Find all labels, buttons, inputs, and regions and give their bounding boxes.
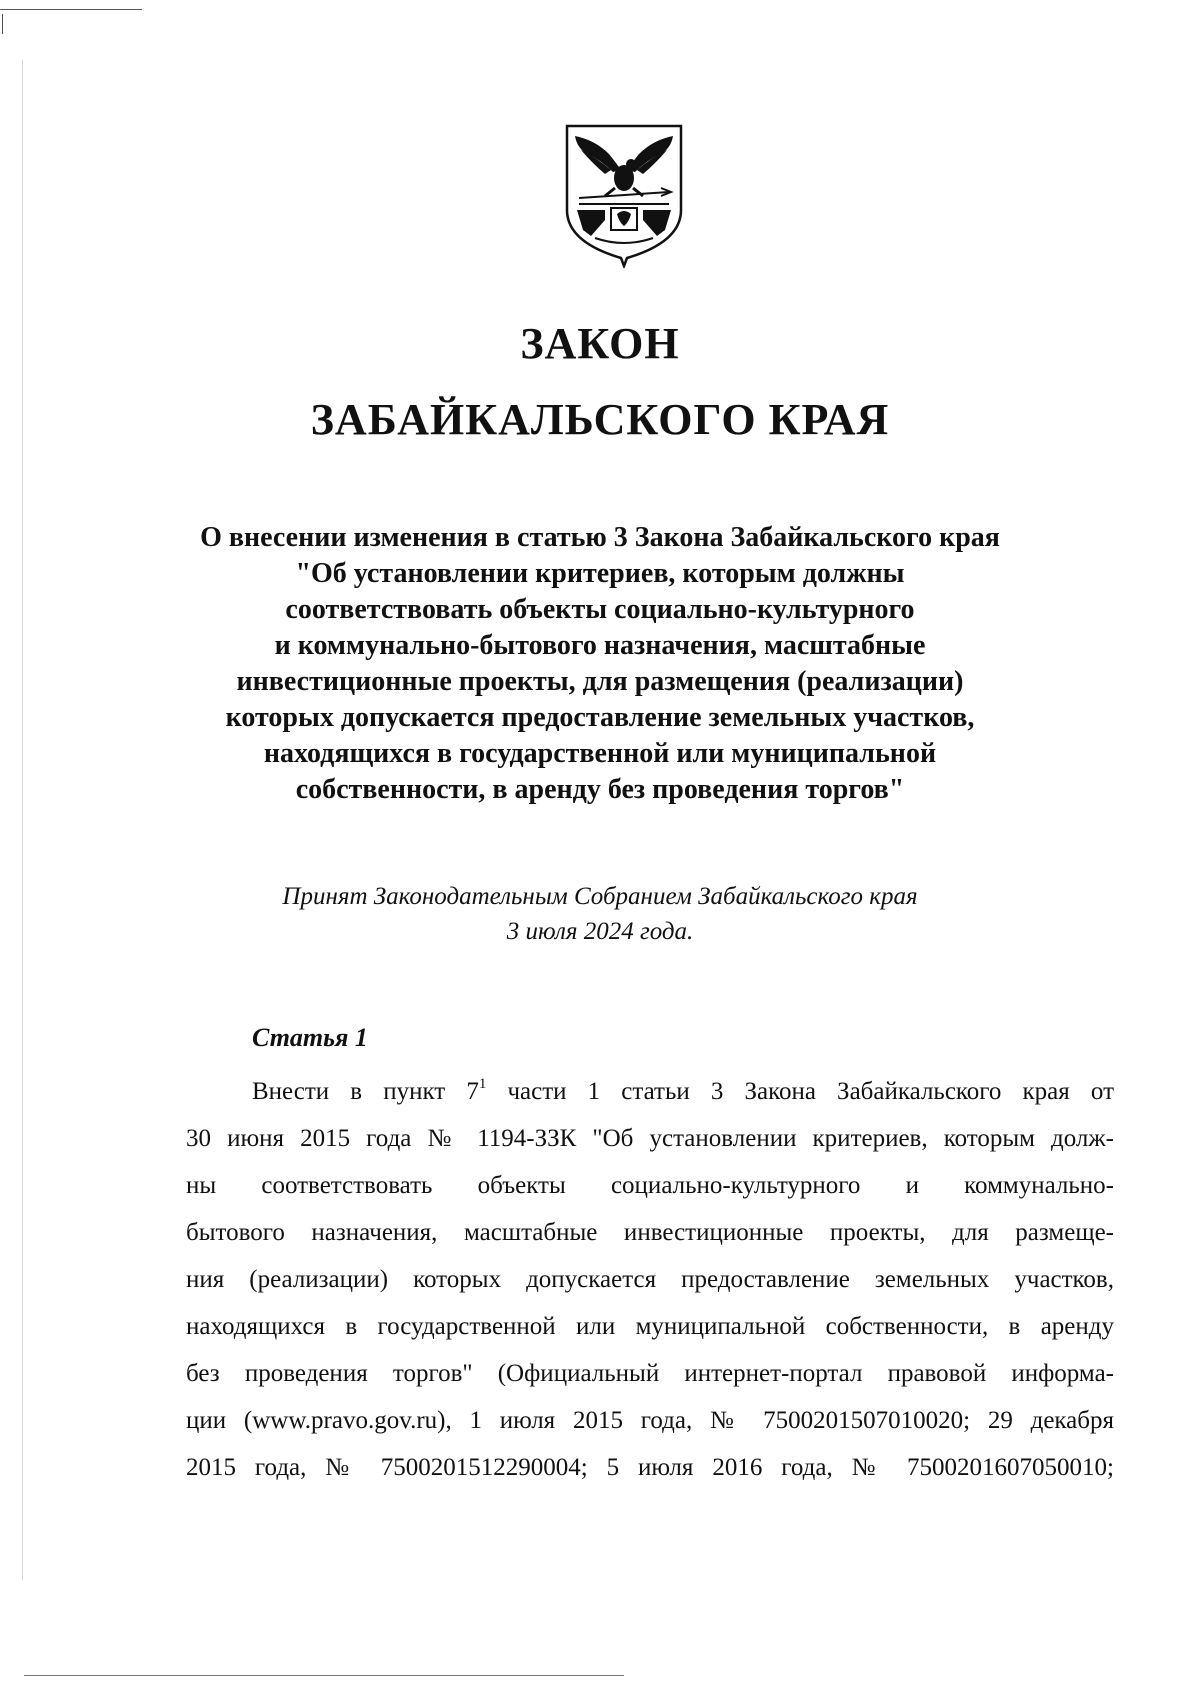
article-heading: Статья 1 bbox=[252, 1023, 368, 1052]
article-line: ния (реализации) которых допускается предоставление земельных участков, bbox=[186, 1266, 1114, 1293]
subject-line: соответствовать объекты социально-культурного bbox=[285, 594, 915, 625]
adoption-date: 3 июля 2024 года. bbox=[506, 918, 694, 945]
superscript: 1 bbox=[478, 1076, 487, 1092]
article-line: ции (www.pravo.gov.ru), 1 июля 2015 года, № 7500201507010020; 29 декабря bbox=[186, 1407, 1114, 1434]
article-line: без проведения торгов" (Официальный интернет-портал правовой информа- bbox=[186, 1360, 1114, 1387]
law-subject-heading bbox=[140, 520, 1060, 808]
adoption-note bbox=[200, 879, 1000, 949]
subject-line: и коммунально-бытового назначения, масштабные bbox=[274, 630, 926, 661]
article-line: находящихся в государственной или муниципальной собственности, в аренду bbox=[186, 1313, 1114, 1340]
subject-line: собственности, в аренду без проведения торгов" bbox=[295, 774, 905, 805]
subject-line: О внесении изменения в статью 3 Закона Забайкальского края bbox=[200, 522, 1000, 553]
article-text: части 1 статьи 3 Закона Забайкальского края от bbox=[486, 1078, 1114, 1105]
coat-of-arms-emblem bbox=[565, 124, 683, 268]
article-line bbox=[186, 1068, 1114, 1115]
subject-line: инвестиционные проекты, для размещения (реализации) bbox=[236, 666, 964, 697]
law-title-line-1: ЗАКОН bbox=[520, 319, 680, 368]
article-text: Внести в пункт 7 bbox=[252, 1078, 479, 1105]
scan-artifact-line bbox=[24, 1675, 624, 1676]
subject-line: "Об установлении критериев, которым должны bbox=[295, 558, 905, 589]
article-line: 30 июня 2015 года № 1194-ЗЗК "Об установлении критериев, которым долж- bbox=[186, 1125, 1114, 1152]
scan-artifact-line bbox=[2, 14, 3, 34]
scan-artifact-line bbox=[22, 60, 23, 1580]
article-body bbox=[186, 1068, 1114, 1491]
subject-line: которых допускается предоставление земельных участков, bbox=[225, 702, 975, 733]
article-line: ны соответствовать объекты социально-культурного и коммунально- bbox=[186, 1172, 1114, 1199]
article-line: 2015 года, № 7500201512290004; 5 июля 2016 года, № 7500201607050010; bbox=[186, 1454, 1114, 1481]
article-line: бытового назначения, масштабные инвестиционные проекты, для размеще- bbox=[186, 1219, 1114, 1246]
law-title-line-2: ЗАБАЙКАЛЬСКОГО КРАЯ bbox=[310, 395, 890, 444]
subject-line: находящихся в государственной или муниципальной bbox=[263, 738, 937, 769]
scan-artifact-line bbox=[0, 9, 142, 10]
adoption-line-1: Принят Законодательным Собранием Забайкальского края bbox=[282, 883, 918, 910]
